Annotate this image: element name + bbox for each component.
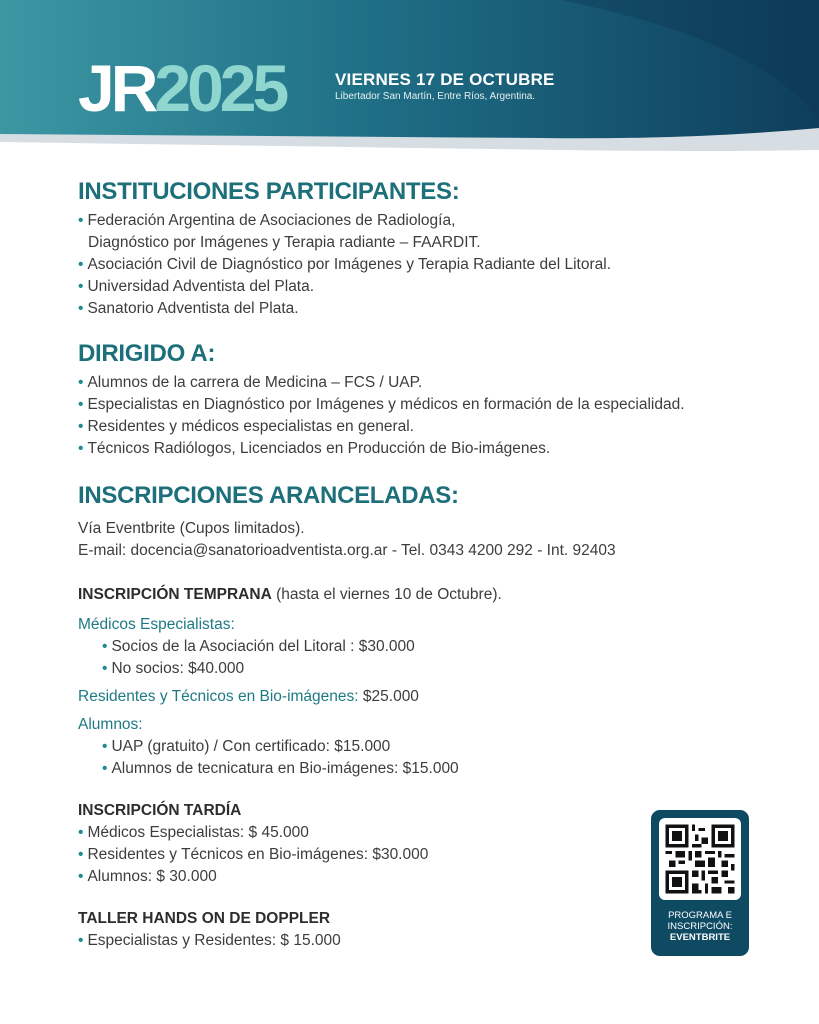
qr-caption-eventbrite: EVENTBRITE [669, 932, 731, 943]
inscripciones-contact: E-mail: docencia@sanatorioadventista.org.ar - Tel. 0343 4200 292 - Int. 92403 [78, 542, 616, 559]
list-item: • Universidad Adventista del Plata. [78, 278, 315, 295]
logo-jr: JR [78, 51, 155, 125]
event-logo [78, 51, 286, 125]
temprana-residentes: Residentes y Técnicos en Bio-imágenes: $25.000 [78, 688, 419, 705]
list-item: • Alumnos de tecnicatura en Bio-imágenes: $15.000 [102, 760, 459, 777]
list-item: • Especialistas en Diagnóstico por Imágenes y médicos en formación de la especialidad. [78, 396, 685, 413]
qr-caption [651, 910, 749, 943]
section-instituciones [78, 178, 778, 320]
list-item: • Residentes y médicos especialistas en general. [78, 418, 414, 435]
list-item: • Alumnos de la carrera de Medicina – FCS / UAP. [78, 374, 423, 391]
inscripciones-title: INSCRIPCIONES ARANCELADAS: [78, 482, 459, 509]
temprana-alumnos-label: Alumnos: [78, 716, 143, 733]
list-item: • Sanatorio Adventista del Plata. [78, 300, 299, 317]
temprana-medicos-label: Médicos Especialistas: [78, 616, 235, 633]
logo-year: 2025 [154, 51, 286, 125]
dirigido-title: DIRIGIDO A: [78, 340, 216, 367]
list-item: • Especialistas y Residentes: $ 15.000 [78, 932, 341, 949]
list-item: • Federación Argentina de Asociaciones de Radiología, Diagnóstico por Imágenes y Terapia radiante – FAARDIT. [78, 212, 481, 251]
list-item: • Residentes y Técnicos en Bio-imágenes: $30.000 [78, 846, 429, 863]
tardia-heading: INSCRIPCIÓN TARDÍA [78, 802, 242, 819]
event-info [335, 70, 555, 102]
event-date: VIERNES 17 DE OCTUBRE [335, 70, 555, 89]
instituciones-title: INSTITUCIONES PARTICIPANTES: [78, 178, 460, 205]
instituciones-list [78, 210, 778, 320]
section-dirigido [78, 340, 778, 460]
list-item: • Médicos Especialistas: $ 45.000 [78, 824, 309, 841]
event-place: Libertador San Martín, Entre Ríos, Argentina. [335, 91, 536, 102]
list-item: • No socios: $40.000 [102, 660, 245, 677]
qr-caption-line: PROGRAMA E [668, 910, 732, 921]
taller-heading: TALLER HANDS ON DE DOPPLER [78, 910, 331, 927]
qr-caption-line: INSCRIPCIÓN: [667, 921, 733, 932]
temprana-heading: INSCRIPCIÓN TEMPRANA (hasta el viernes 10 de Octubre). [78, 586, 502, 603]
inscripciones-via: Vía Eventbrite (Cupos limitados). [78, 520, 305, 537]
list-item: • UAP (gratuito) / Con certificado: $15.000 [102, 738, 391, 755]
temprana-medicos-list [78, 636, 778, 680]
qr-card[interactable] [651, 810, 749, 956]
qr-code-icon[interactable] [659, 818, 741, 900]
list-item: • Socios de la Asociación del Litoral : $30.000 [102, 638, 415, 655]
temprana-alumnos-list [78, 736, 778, 780]
header-banner [0, 0, 819, 160]
dirigido-list [78, 372, 778, 460]
list-item: • Asociación Civil de Diagnóstico por Imágenes y Terapia Radiante del Litoral. [78, 256, 611, 273]
list-item: • Técnicos Radiólogos, Licenciados en Producción de Bio-imágenes. [78, 440, 551, 457]
list-item: • Alumnos: $ 30.000 [78, 868, 217, 885]
